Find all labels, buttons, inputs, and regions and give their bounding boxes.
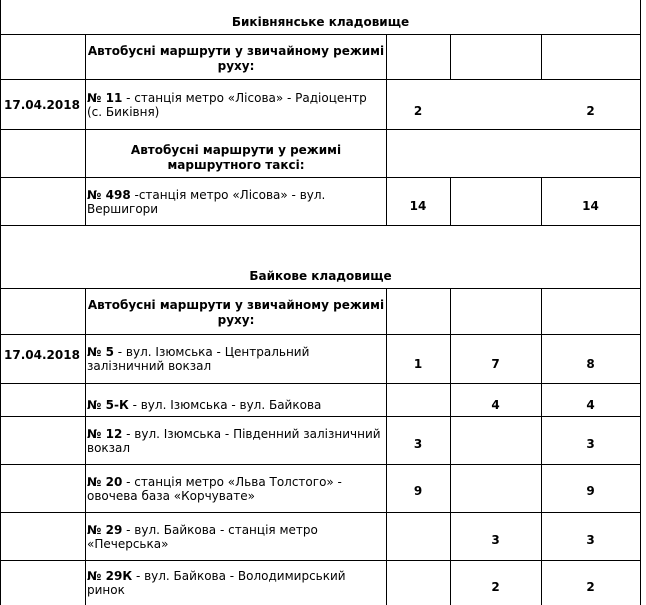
value-cell-2 — [450, 80, 541, 142]
value-cell-1: 9 — [413, 484, 423, 498]
value-cell-3: 3 — [586, 437, 595, 451]
route-cell — [87, 465, 384, 512]
route-text: - вул. Байкова - станція метро «Печерська» — [87, 522, 318, 551]
value-cell-1 — [386, 568, 450, 605]
value-cell-1 — [386, 520, 450, 560]
group-heading: Автобусні маршрути у звичайному режимі руху: — [87, 44, 385, 73]
row-date: 17.04.2018 — [4, 348, 80, 362]
value-cell-3: 14 — [582, 199, 599, 213]
group-heading: Автобусні маршрути у режимі маршрутного таксі: — [130, 143, 342, 172]
value-cell-3: 4 — [586, 398, 595, 412]
value-cell-3: 9 — [586, 484, 595, 498]
route-cell — [87, 178, 384, 225]
route-number: № 11 — [87, 90, 123, 105]
row-date — [4, 178, 84, 225]
section-title-bykivnia: Биківнянське кладовище — [231, 15, 410, 29]
section-title-baikove: Байкове кладовище — [249, 269, 392, 283]
route-text: - вул. Ізюмська - вул. Байкова — [128, 398, 322, 412]
group-heading: Автобусні маршрути у звичайному режимі руху: — [87, 298, 385, 327]
value-cell-3: 2 — [586, 104, 595, 118]
route-number: № 29К — [87, 569, 133, 583]
value-cell-2: 7 — [491, 357, 500, 371]
route-text: - вул. Ізюмська - Центральний залізничний вокзал — [87, 345, 310, 373]
route-number: № 29 — [87, 522, 123, 537]
route-number: № 12 — [87, 426, 123, 441]
value-cell-1: 2 — [413, 104, 423, 118]
route-cell — [87, 561, 384, 605]
value-cell-2 — [450, 424, 541, 464]
route-cell — [87, 335, 384, 383]
value-cell-2 — [450, 186, 541, 226]
value-cell-1: 14 — [409, 199, 427, 213]
route-number: № 498 — [87, 187, 131, 202]
route-text: - станція метро «Льва Толстого» - овочева база «Корчувате» — [87, 474, 342, 503]
route-cell — [87, 394, 384, 416]
route-number: № 5-К — [87, 398, 129, 412]
value-cell-3: 2 — [586, 579, 595, 594]
row-date: 17.04.2018 — [4, 97, 80, 112]
route-cell — [87, 513, 384, 560]
value-cell-1: 3 — [413, 437, 423, 451]
value-cell-1 — [386, 394, 450, 416]
value-cell-3: 8 — [586, 357, 595, 371]
route-text: - станція метро «Лісова» - Радіоцентр (с. Биківня) — [87, 90, 367, 119]
route-number: № 20 — [87, 474, 123, 489]
route-number: № 5 — [87, 345, 114, 359]
value-cell-2: 2 — [491, 579, 500, 594]
route-cell — [87, 80, 384, 129]
value-cell-2: 3 — [491, 533, 500, 547]
value-cell-2 — [450, 470, 541, 512]
route-text: -станція метро «Лісова» - вул. Вершигори — [87, 187, 326, 216]
route-text: - вул. Байкова - Володимирський ринок — [87, 569, 346, 597]
route-cell — [87, 417, 384, 464]
value-cell-3: 3 — [586, 533, 595, 547]
value-cell-1: 1 — [413, 357, 423, 371]
route-text: - вул. Ізюмська - Південний залізничний вокзал — [87, 426, 381, 455]
value-cell-2: 4 — [491, 398, 500, 412]
